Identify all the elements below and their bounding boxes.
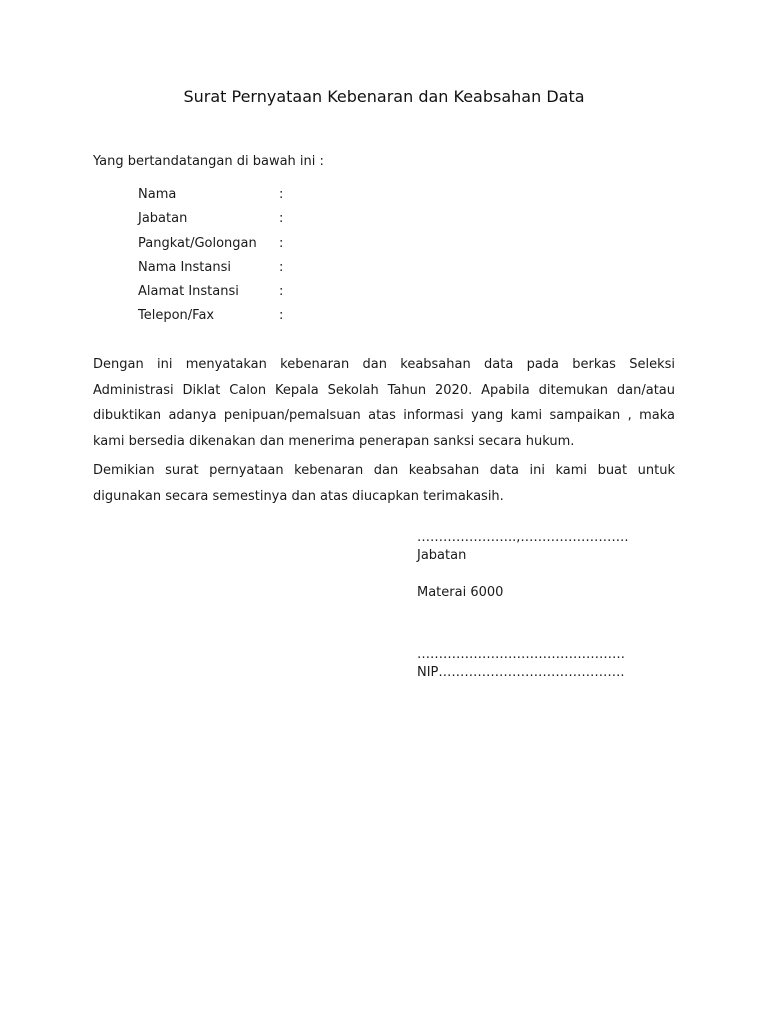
statement-paragraph: Dengan ini menyatakan kebenaran dan keabsahan data pada berkas Seleksi Administrasi Diklat Calon Kepala Sekolah Tahun 2020. Apabila ditemukan dan/atau dibuktikan adanya penipuan/pemalsuan atas informasi yang kami sampaikan , maka kami bersedia dikenakan dan menerima penerapan sanksi secara hukum. [93, 357, 675, 449]
field-separator: : [279, 211, 284, 227]
field-row-pangkat-golongan [138, 235, 438, 259]
field-label: Nama Instansi [138, 259, 231, 275]
field-label: Pangkat/Golongan [138, 235, 257, 251]
identity-fields [138, 186, 438, 332]
signature-place-date: …………………..,……………………. [417, 530, 629, 545]
signature-nip-line: NIP……………………………………. [417, 665, 625, 680]
field-row-nama [138, 186, 438, 210]
field-separator: : [279, 284, 284, 300]
signature-name-line: ………………………………………… [417, 647, 625, 662]
field-separator: : [279, 308, 284, 324]
field-row-alamat-instansi [138, 283, 438, 307]
intro-text: Yang bertandatangan di bawah ini : [93, 154, 324, 169]
field-row-telepon-fax [138, 307, 438, 331]
field-row-jabatan [138, 210, 438, 234]
field-separator: : [279, 235, 284, 251]
field-label: Nama [138, 187, 177, 202]
field-label: Jabatan [138, 211, 188, 227]
field-row-nama-instansi [138, 259, 438, 283]
document-title: Surat Pernyataan Kebenaran dan Keabsahan Data [183, 87, 585, 106]
closing-paragraph: Demikian surat pernyataan kebenaran dan keabsahan data ini kami buat untuk digunakan secara semestinya dan atas diucapkan terimakasih. [93, 463, 675, 504]
field-separator: : [279, 259, 284, 275]
field-separator: : [279, 187, 284, 202]
field-label: Telepon/Fax [138, 308, 215, 324]
signature-position: Jabatan [417, 548, 467, 563]
stamp-duty-label: Materai 6000 [417, 585, 504, 600]
field-label: Alamat Instansi [138, 284, 239, 300]
